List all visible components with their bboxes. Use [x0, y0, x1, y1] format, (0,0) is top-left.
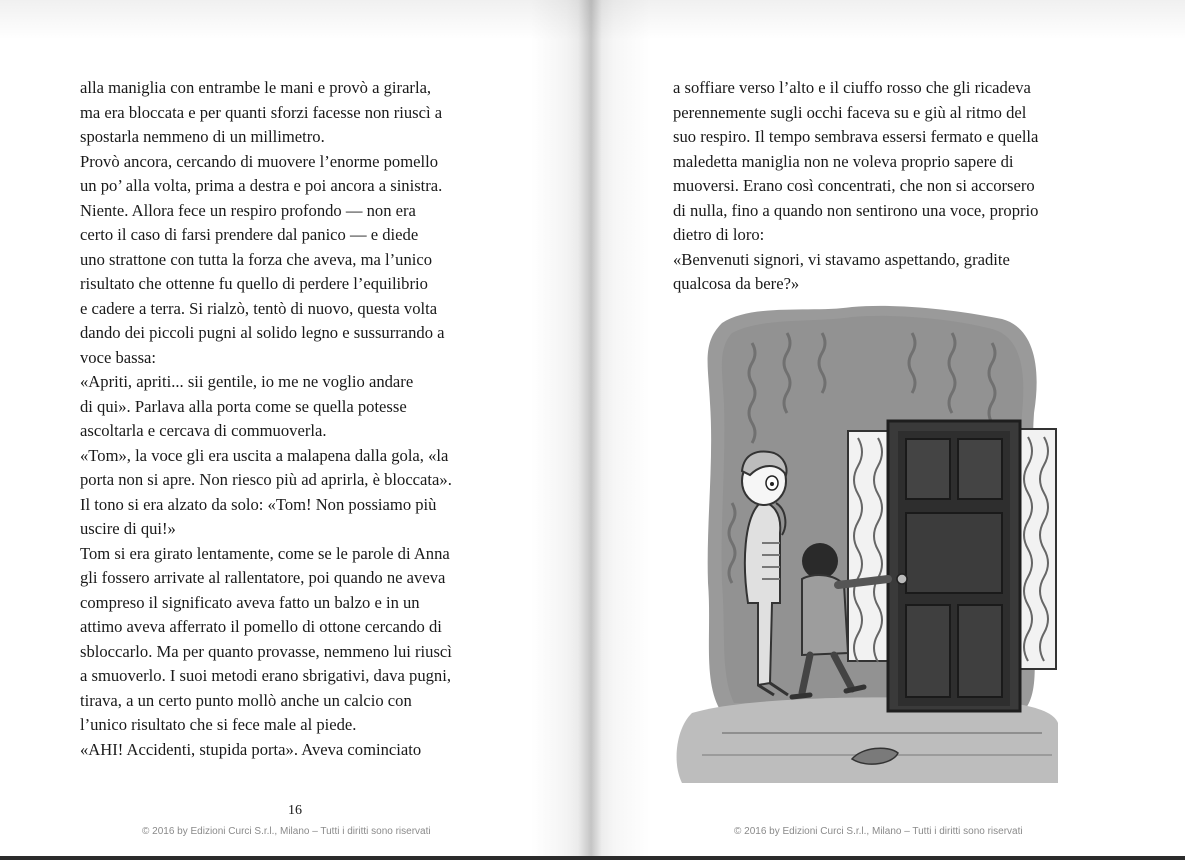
- text-line: «AHI! Accidenti, stupida porta». Aveva cominciato: [80, 739, 422, 759]
- text-line: Provò ancora, cercando di muovere l’enorme pomello: [80, 151, 439, 171]
- text-line: a soffiare verso l’alto e il ciuffo rosso che gli ricadeva: [673, 78, 1031, 97]
- text-line: a smuoverlo. I suoi metodi erano sbrigativi, dava pugni,: [80, 666, 451, 685]
- text-line: di qui». Parlava alla porta come se quella potesse: [80, 396, 407, 416]
- right-page-text: [673, 76, 1038, 297]
- viewer-bottom-border: [0, 856, 1185, 860]
- text-line: muoversi. Erano così concentrati, che non si accorsero: [673, 176, 1035, 195]
- text-line: porta non si apre. Non riesco più ad aprirla, è bloccata».: [80, 470, 452, 489]
- text-line: qualcosa da bere?»: [673, 274, 800, 293]
- text-line: tirava, a un certo punto mollò anche un calcio con: [80, 690, 412, 710]
- text-line: dietro di loro:: [673, 225, 765, 244]
- copyright-notice-left: © 2016 by Edizioni Curci S.r.l., Milano – Tutti i diritti sono riservati: [142, 826, 431, 837]
- text-line: alla maniglia con entrambe le mani e provò a girarla,: [80, 78, 432, 97]
- book-gutter: [578, 0, 602, 856]
- text-line: voce bassa:: [80, 347, 157, 367]
- text-line: Tom si era girato lentamente, come se le parole di Anna: [80, 543, 450, 563]
- text-line: «Apriti, apriti... sii gentile, io me ne voglio andare: [80, 372, 414, 391]
- text-line: dando dei piccoli pugni al solido legno e sussurrando a: [80, 323, 445, 342]
- text-line: suo respiro. Il tempo sembrava essersi fermato e quella: [673, 127, 1039, 146]
- door-illustration: [662, 303, 1062, 783]
- text-line: uno strattone con tutta la forza che aveva, ma l’unico: [80, 249, 433, 269]
- text-line: l’unico risultato che si fece male al piede.: [80, 715, 357, 734]
- text-line: maledetta maniglia non ne voleva proprio sapere di: [673, 151, 1014, 171]
- text-line: «Tom», la voce gli era uscita a malapena dalla gola, «la: [80, 445, 449, 465]
- text-line: ma era bloccata e per quanti sforzi facesse non riuscì a: [80, 102, 443, 122]
- text-line: Il tono si era alzato da solo: «Tom! Non possiamo più: [80, 494, 437, 514]
- text-line: un po’ alla volta, prima a destra e poi ancora a sinistra.: [80, 176, 443, 195]
- page-number: 16: [288, 803, 302, 818]
- text-line: uscire di qui!»: [80, 519, 176, 538]
- text-line: perennemente sugli occhi faceva su e giù al ritmo del: [673, 102, 1027, 122]
- text-line: spostarla nemmeno di un millimetro.: [80, 127, 325, 146]
- top-shade: [0, 0, 1185, 40]
- text-line: di nulla, fino a quando non sentirono una voce, proprio: [673, 200, 1039, 220]
- text-line: certo il caso di farsi prendere dal panico — e diede: [80, 225, 419, 244]
- text-line: compreso il significato aveva fatto un balzo e in un: [80, 592, 420, 612]
- text-line: risultato che ottenne fu quello di perdere l’equilibrio: [80, 274, 428, 293]
- text-line: attimo aveva afferrato il pomello di ottone cercando di: [80, 617, 442, 636]
- left-page-text: [80, 76, 452, 762]
- text-line: gli fossero arrivate al rallentatore, poi quando ne aveva: [80, 568, 446, 587]
- text-line: ascoltarla e cercava di commuoverla.: [80, 421, 327, 440]
- text-line: e cadere a terra. Si rialzò, tentò di nuovo, questa volta: [80, 298, 438, 318]
- copyright-notice-right: © 2016 by Edizioni Curci S.r.l., Milano – Tutti i diritti sono riservati: [734, 826, 1023, 837]
- text-line: «Benvenuti signori, vi stavamo aspettando, gradite: [673, 249, 1010, 269]
- text-line: sbloccarlo. Ma per quanto provasse, nemmeno lui riuscì: [80, 641, 452, 661]
- text-line: Niente. Allora fece un respiro profondo — non era: [80, 200, 416, 220]
